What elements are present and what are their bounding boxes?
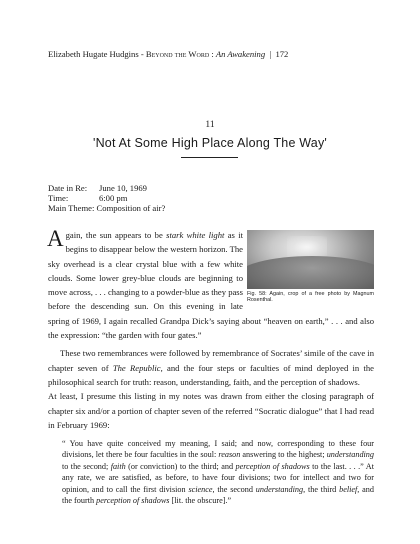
header-book-title: Beyond the Word (145, 49, 210, 59)
quote-emphasis: faith (110, 461, 126, 471)
header-subtitle: An Awakening (215, 49, 266, 59)
quote-text (62, 438, 374, 506)
page-number: 172 (275, 49, 289, 59)
quote-emphasis: understanding (255, 484, 304, 494)
quote-part: (or conviction) to the third; and (125, 461, 236, 471)
figure-caption: Fig. 58: Again, crop of a free photo by Magnum Rosenthal. (247, 291, 374, 304)
para2-text-b: , and the four steps or faculties of mind deployed in the philosophical search for truth: reason, understanding, faith, and the perception of shadows. (48, 362, 374, 387)
quote-emphasis: science (188, 484, 213, 494)
quote-emphasis: reason (218, 450, 241, 460)
header-page-separator: | (265, 49, 276, 59)
time-value: 6:00 pm (99, 193, 128, 204)
quote-emphasis: perception of shadows (235, 461, 310, 471)
quote-emphasis: belief (339, 484, 358, 494)
quote-part: [lit. the obscure].” (169, 496, 232, 506)
paragraph-1 (48, 228, 374, 342)
para1-emphasis: stark white light (166, 230, 225, 240)
chapter-title: 'Not At Some High Place Along The Way' (92, 136, 328, 150)
time-label: Time: (48, 193, 69, 204)
theme-value: Composition of air? (96, 203, 166, 214)
quote-emphasis: understanding (326, 450, 374, 460)
date-label: Date in Re: (48, 183, 88, 193)
title-underline (181, 157, 238, 158)
running-header (48, 49, 388, 59)
para2-book-title: The Republic (112, 362, 161, 373)
paragraph-3: At least, I presume this listing in my notes was drawn from either the closing paragraph of chapter six and/or a portion of chapter seven of the referred “Socratic dialogue” that I had read in February 1969: (48, 391, 374, 430)
quote-part: answering to the highest; (240, 450, 327, 460)
header-separator: : (209, 49, 216, 59)
quote-part: to the second; (62, 461, 111, 471)
cloud-bank (247, 256, 374, 289)
para1-text-b: as it begins to disappear below the western horizon. The sky overhead is a clear crystal blue with a few white clouds. Some lower grey-blue clouds are beginning to move across, . . . changing to a powder-blue as they pass before the descending sun. On this evening in late spring of 1969, I again recalled Grandpa Dick’s saying about “heaven on earth,” . . . and also the expression: “the garden with four gates.” (48, 230, 374, 341)
drop-cap: A (47, 226, 64, 251)
theme-row (48, 203, 165, 213)
para2-text-a: These two remembrances were followed by remembrance of Socrates’ simile of the cave in chapter seven of (48, 348, 374, 373)
time-row (48, 193, 165, 203)
theme-label: Main Theme: (48, 203, 95, 214)
quote-part: “ You have quite conceived my meaning, I said; and now, corresponding to these four divisions, let there be four faculties in the soul: (62, 439, 374, 460)
figure (247, 230, 374, 304)
chapter-number: 11 (205, 120, 215, 130)
para1-text-a: gain, the sun appears to be (65, 230, 167, 240)
quote-part: , the third (303, 484, 340, 494)
block-quote (62, 438, 374, 506)
quote-part: to the last. . . .” At any rate, we are satisfied, as before, to have four divisions; two for intellect and two for opinion, and to call the first division (62, 461, 374, 494)
sky-photo (247, 230, 374, 289)
body-text (48, 228, 374, 432)
header-author: Elizabeth Hugate Hudgins - (48, 49, 146, 59)
date-value: June 10, 1969 (99, 183, 147, 193)
quote-part: , the second (212, 484, 256, 494)
date-row (48, 183, 165, 193)
paragraph-2 (48, 346, 374, 389)
quote-emphasis: perception of shadows (96, 496, 170, 506)
quote-part: , and the fourth (62, 484, 374, 506)
entry-metadata (48, 183, 165, 214)
sun-glow (287, 236, 327, 258)
